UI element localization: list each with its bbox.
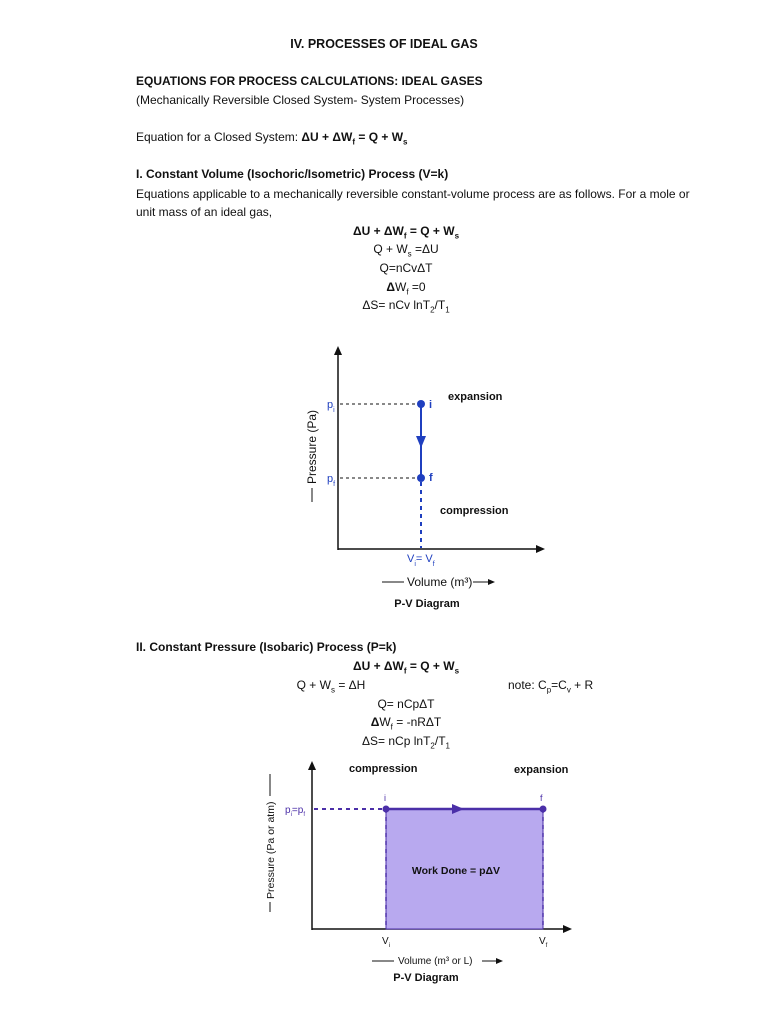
point-i: [383, 806, 390, 813]
point-f: [540, 806, 547, 813]
expansion-label: expansion: [448, 391, 503, 403]
volume-equal-label: $V_i= V_f$: [407, 553, 435, 568]
x-axis-label: Volume (m³): [407, 575, 473, 589]
closed-system-formula: $\Delta U + \Delta W_f = Q + W_s$: [301, 130, 408, 147]
closed-system-label: Equation for a Closed System:: [136, 130, 302, 144]
work-done-label: Work Done = pΔV: [411, 865, 501, 877]
x-label-arrow-icon: [488, 579, 495, 585]
part1-eq2: $Q + W_s =\Delta U$: [373, 242, 439, 259]
i-label: i: [384, 793, 386, 803]
x-axis-arrow-icon: [563, 925, 572, 933]
section-subtitle: (Mechanically Reversible Closed System- System Processes): [136, 93, 465, 107]
point-f: [417, 474, 425, 482]
point-i: [417, 400, 425, 408]
part1-eq4: $\Delta W_f =0$: [386, 280, 426, 297]
isochoric-pv-diagram: [290, 340, 570, 615]
vf-label: $V_f$: [539, 936, 548, 949]
part2-eq3: Q= nCpΔT: [377, 697, 435, 711]
doc-title: IV. PROCESSES OF IDEAL GAS: [290, 37, 478, 51]
vi-label: $V_i$: [382, 936, 391, 949]
y-axis-label: [305, 410, 319, 502]
compression-label: compression: [440, 505, 509, 517]
x-label-arrow-icon: [496, 958, 503, 964]
down-arrow-icon: [416, 436, 426, 448]
i-label: i: [429, 399, 433, 411]
part2-eq1: $\Delta U + \Delta W_f = Q + W_s$: [352, 659, 460, 676]
f-label: f: [540, 793, 543, 803]
part1-eq1: $\Delta U + \Delta W_f = Q + W_s$: [352, 224, 460, 241]
pf-label: $p_f$: [327, 473, 336, 488]
svg-text:Pressure (Pa): Pressure (Pa): [305, 409, 319, 484]
part2-heading: II. Constant Pressure (Isobaric) Process (P=k): [136, 640, 397, 654]
x-axis-label: Volume (m³ or L): [398, 956, 473, 967]
part1-eq3: Q=nCvΔT: [379, 261, 433, 275]
diagram1-caption: P-V Diagram: [394, 598, 460, 610]
f-label: f: [429, 472, 433, 484]
y-axis-arrow-icon: [308, 761, 316, 770]
p-label: $p_i=p_f$: [285, 805, 305, 818]
section-heading: EQUATIONS FOR PROCESS CALCULATIONS: IDEAL GASES: [136, 74, 483, 88]
compression-label: compression: [349, 763, 418, 775]
part2-note: note: $C_p=C_v + R$: [508, 678, 594, 695]
isobaric-pv-diagram: [260, 755, 590, 990]
part1-heading: I. Constant Volume (Isochoric/Isometric) Process (V=k): [136, 167, 449, 181]
part2-eq2: $Q + W_s = \Delta H$: [296, 678, 366, 695]
y-axis-arrow-icon: [334, 346, 342, 355]
y-axis-label: [265, 774, 277, 912]
part1-eq5: ΔS= nCv $\ln T_2/T_1$: [362, 298, 450, 315]
x-axis-arrow-icon: [536, 545, 545, 553]
diagram2-caption: P-V Diagram: [393, 972, 459, 984]
expansion-label: expansion: [514, 764, 569, 776]
pi-label: $p_i$: [327, 399, 335, 414]
svg-text:Pressure (Pa or atm): Pressure (Pa or atm): [265, 801, 277, 899]
part2-eq5: ΔS= nCp $\ln T_2/T_1$: [362, 734, 450, 751]
closed-system-equation: [136, 130, 407, 146]
part1-intro: Equations applicable to a mechanically reversible constant-volume process are as follows. For a mole or unit mass of an ideal gas,: [136, 187, 690, 219]
part2-eq4: $\Delta W_f = -nR\Delta T$: [370, 715, 442, 732]
